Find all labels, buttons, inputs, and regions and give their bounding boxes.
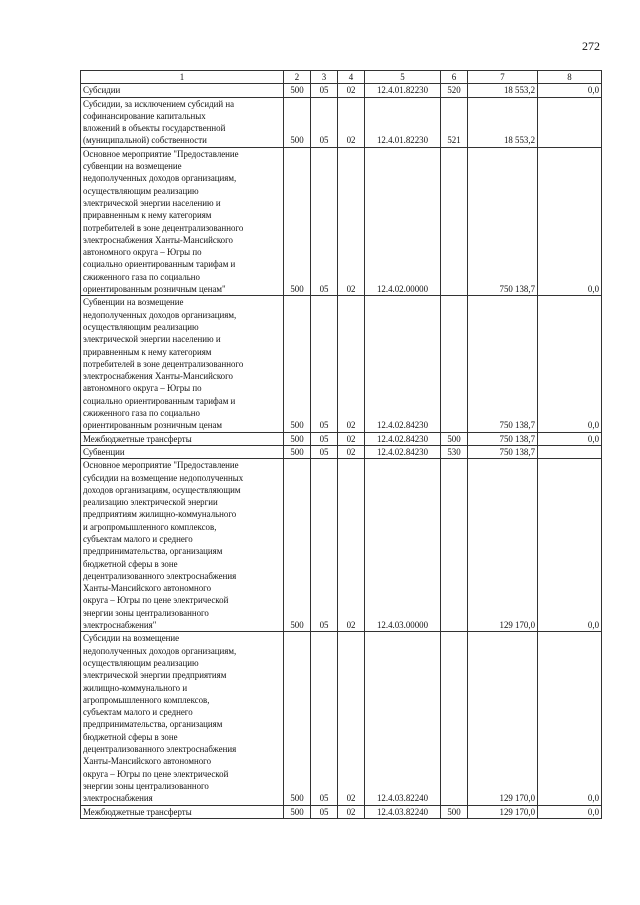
code-cell: 02 (338, 805, 365, 818)
table-row (81, 432, 602, 445)
amount-cell: 0,0 (538, 296, 602, 432)
amount-cell: 129 170,0 (468, 459, 538, 632)
column-header: 5 (365, 71, 441, 84)
code-cell: 05 (311, 147, 338, 296)
row-name-cell: Субсидии (81, 84, 284, 97)
column-header: 8 (538, 71, 602, 84)
amount-cell: 750 138,7 (468, 147, 538, 296)
table-row (81, 97, 602, 147)
code-cell: 02 (338, 296, 365, 432)
column-header: 3 (311, 71, 338, 84)
code-cell: 500 (284, 432, 311, 445)
amount-cell: 0,0 (538, 805, 602, 818)
code-cell: 02 (338, 459, 365, 632)
table-row (81, 459, 602, 632)
code-cell: 500 (284, 296, 311, 432)
row-name-cell: Субсидии, за исключением субсидий на софинансирование капитальных вложений в объекты государственной (муниципальной) собственности (81, 97, 284, 147)
amount-cell: 0,0 (538, 432, 602, 445)
amount-cell (538, 445, 602, 458)
classification-code-cell: 12.4.02.00000 (365, 147, 441, 296)
amount-cell: 0,0 (538, 632, 602, 805)
column-header: 1 (81, 71, 284, 84)
code-cell: 05 (311, 632, 338, 805)
code-cell: 05 (311, 445, 338, 458)
code-cell: 05 (311, 296, 338, 432)
code-cell: 02 (338, 445, 365, 458)
expense-type-cell: 521 (441, 97, 468, 147)
code-cell: 05 (311, 97, 338, 147)
code-cell: 02 (338, 97, 365, 147)
row-name-cell: Основное мероприятие "Предоставление субсидии на возмещение недополученных доходов организациям, осуществляющим реализацию электрической энергии предприятиям жилищно-коммунального и агропромышленного комплексов, субъектам малого и среднего предпринимательства, организациям бюджетной сферы в зоне децентрализованного электроснабжения Ханты-Мансийского автономного округа – Югры по цене электрической энергии зоны централизованного электроснабжения" (81, 459, 284, 632)
code-cell: 500 (284, 459, 311, 632)
row-name-cell: Межбюджетные трансферты (81, 432, 284, 445)
code-cell: 05 (311, 459, 338, 632)
row-name-cell: Субвенции (81, 445, 284, 458)
column-header: 4 (338, 71, 365, 84)
table-row (81, 296, 602, 432)
code-cell: 500 (284, 147, 311, 296)
expense-type-cell: 500 (441, 432, 468, 445)
expense-type-cell: 500 (441, 805, 468, 818)
code-cell: 05 (311, 84, 338, 97)
expense-type-cell (441, 147, 468, 296)
amount-cell: 129 170,0 (468, 805, 538, 818)
amount-cell: 18 553,2 (468, 97, 538, 147)
expense-type-cell (441, 459, 468, 632)
column-header: 2 (284, 71, 311, 84)
page-number: 272 (582, 39, 600, 53)
code-cell: 500 (284, 632, 311, 805)
amount-cell: 0,0 (538, 84, 602, 97)
table-row (81, 445, 602, 458)
classification-code-cell: 12.4.03.82240 (365, 632, 441, 805)
row-name-cell: Межбюджетные трансферты (81, 805, 284, 818)
code-cell: 02 (338, 432, 365, 445)
code-cell: 05 (311, 432, 338, 445)
table-header-row (81, 71, 602, 84)
amount-cell: 750 138,7 (468, 432, 538, 445)
expense-type-cell (441, 296, 468, 432)
expense-type-cell (441, 632, 468, 805)
table-row (81, 147, 602, 296)
table-row (81, 632, 602, 805)
row-name-cell: Основное мероприятие "Предоставление субвенции на возмещение недополученных доходов организациям, осуществляющим реализацию электрической энергии населению и приравненным к нему категориям потребителей в зоне децентрализованного электроснабжения Ханты-Мансийского автономного округа – Югры по социально ориентированным тарифам и сжиженного газа по социально ориентированным розничным ценам" (81, 147, 284, 296)
amount-cell: 750 138,7 (468, 445, 538, 458)
amount-cell: 0,0 (538, 147, 602, 296)
code-cell: 02 (338, 84, 365, 97)
code-cell: 500 (284, 805, 311, 818)
amount-cell: 0,0 (538, 459, 602, 632)
code-cell: 500 (284, 84, 311, 97)
classification-code-cell: 12.4.02.84230 (365, 432, 441, 445)
amount-cell: 750 138,7 (468, 296, 538, 432)
code-cell: 500 (284, 97, 311, 147)
code-cell: 500 (284, 445, 311, 458)
table-row (81, 805, 602, 818)
classification-code-cell: 12.4.01.82230 (365, 84, 441, 97)
classification-code-cell: 12.4.03.82240 (365, 805, 441, 818)
row-name-cell: Субвенции на возмещение недополученных доходов организациям, осуществляющим реализацию электрической энергии населению и приравненным к нему категориям потребителей в зоне децентрализованного электроснабжения Ханты-Мансийского автономного округа – Югры по социально ориентированным тарифам и сжиженного газа по социально ориентированным розничным ценам (81, 296, 284, 432)
row-name-cell: Субсидии на возмещение недополученных доходов организациям, осуществляющим реализацию электрической энергии предприятиям жилищно-коммунального и агропромышленного комплексов, субъектам малого и среднего предпринимательства, организациям бюджетной сферы в зоне децентрализованного электроснабжения Ханты-Мансийского автономного округа – Югры по цене электрической энергии зоны централизованного электроснабжения (81, 632, 284, 805)
classification-code-cell: 12.4.02.84230 (365, 296, 441, 432)
code-cell: 05 (311, 805, 338, 818)
classification-code-cell: 12.4.01.82230 (365, 97, 441, 147)
amount-cell: 129 170,0 (468, 632, 538, 805)
classification-code-cell: 12.4.03.00000 (365, 459, 441, 632)
amount-cell (538, 97, 602, 147)
code-cell: 02 (338, 147, 365, 296)
expense-type-cell: 530 (441, 445, 468, 458)
table-row (81, 84, 602, 97)
amount-cell: 18 553,2 (468, 84, 538, 97)
classification-code-cell: 12.4.02.84230 (365, 445, 441, 458)
column-header: 6 (441, 71, 468, 84)
expense-type-cell: 520 (441, 84, 468, 97)
column-header: 7 (468, 71, 538, 84)
budget-table (80, 70, 602, 819)
code-cell: 02 (338, 632, 365, 805)
